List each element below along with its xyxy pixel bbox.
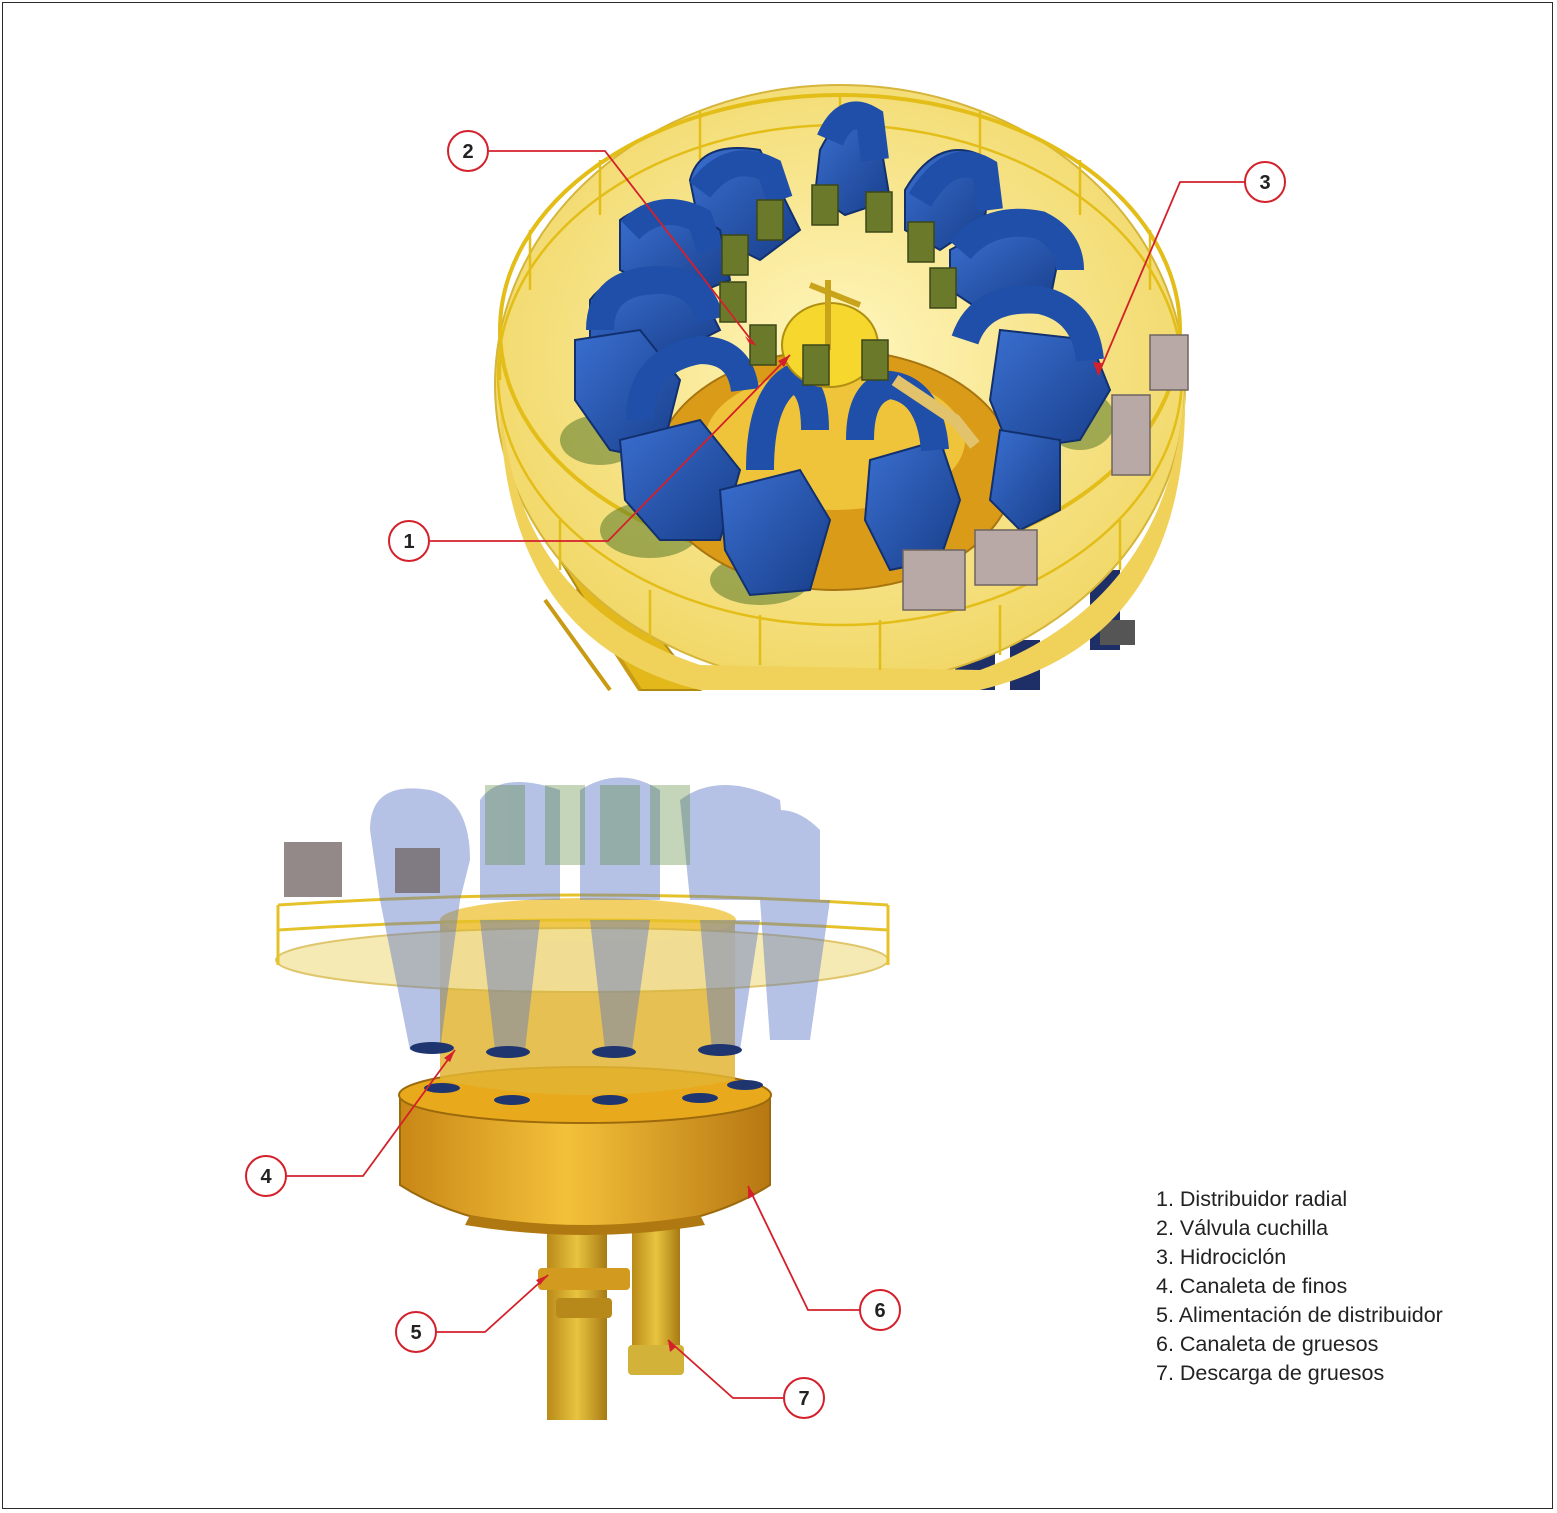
legend-item-4: 4. Canaleta de finos	[1156, 1274, 1348, 1298]
svg-text:4: 4	[260, 1166, 272, 1188]
leader-7	[668, 1340, 784, 1398]
callout-5	[396, 1312, 436, 1352]
legend-item-2: 2. Válvula cuchilla	[1156, 1216, 1329, 1240]
legend-item-6: 6. Canaleta de gruesos	[1156, 1332, 1379, 1356]
legend-list	[1156, 1185, 1443, 1388]
callout-4	[246, 1156, 286, 1196]
callout-7	[784, 1378, 824, 1418]
svg-text:5: 5	[410, 1322, 422, 1344]
legend-item-5: 5. Alimentación de distribuidor	[1156, 1303, 1443, 1327]
svg-text:1: 1	[403, 531, 415, 553]
svg-text:7: 7	[798, 1388, 810, 1410]
svg-text:6: 6	[874, 1300, 886, 1322]
svg-text:2: 2	[462, 141, 474, 163]
callout-6	[860, 1290, 900, 1330]
leader-6	[748, 1186, 860, 1310]
callout-3	[1245, 162, 1285, 202]
callout-1	[389, 521, 429, 561]
leader-5	[437, 1275, 548, 1332]
top-perspective-view	[495, 85, 1188, 690]
legend-item-3: 3. Hidrociclón	[1156, 1245, 1287, 1269]
callout-2	[448, 131, 488, 171]
legend-item-1: 1. Distribuidor radial	[1156, 1187, 1348, 1211]
side-transparent-view	[276, 778, 888, 1421]
electrical-boxes-side	[284, 842, 440, 897]
svg-text:3: 3	[1259, 172, 1271, 194]
legend-item-7: 7. Descarga de gruesos	[1156, 1361, 1385, 1385]
